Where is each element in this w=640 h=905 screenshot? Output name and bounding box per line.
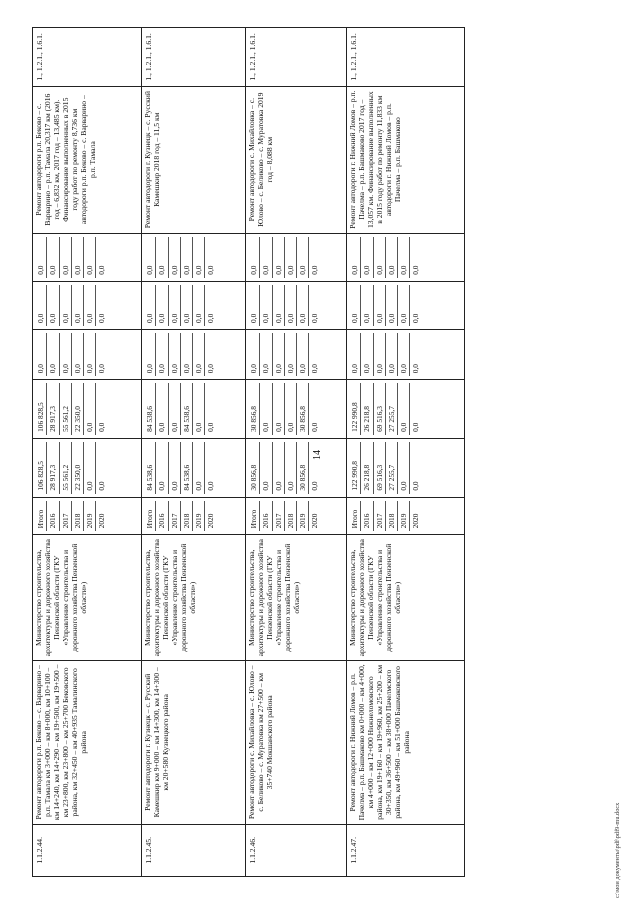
year-cell: 2016 bbox=[260, 501, 272, 532]
year-cell: 2020 bbox=[97, 513, 107, 529]
expected-result: Ремонт автодороги г. Кузнецк – с. Русский Камешкир 2018 год – 11,5 км bbox=[142, 86, 246, 233]
amount-cell: 0,0 bbox=[97, 313, 107, 323]
amount-cell: 0,0 bbox=[180, 285, 192, 326]
amount-cell: 0,0 bbox=[373, 285, 385, 326]
program-table bbox=[32, 27, 465, 877]
amount-cell: 0,0 bbox=[248, 285, 260, 326]
amount-cell: 0,0 bbox=[180, 333, 192, 376]
expected-result: Ремонт автодороги с. Михайловка – с. Юлово – с. Беликово – с. Муратовка 2019 год – 8,088 км bbox=[246, 86, 347, 233]
finance-subtable bbox=[144, 285, 217, 326]
amount-cell: 0,0 bbox=[97, 265, 107, 275]
finance-subtable bbox=[349, 501, 422, 532]
finance-column-c4 bbox=[142, 281, 246, 329]
amount-cell: 0,0 bbox=[385, 237, 397, 278]
finance-column-c3 bbox=[33, 329, 142, 379]
year-cell: 2017 bbox=[272, 501, 284, 532]
year-cell: 2017 bbox=[59, 501, 71, 532]
amount-cell: 22 350,0 bbox=[71, 442, 83, 494]
measure-name: Ремонт автодороги г. Кузнецк – с. Русский Камешкир км 9+000 – км 14+300, км 14+300 – км 20+580 Кузнецкого района bbox=[142, 661, 246, 825]
finance-subtable bbox=[349, 442, 422, 494]
amount-cell: 0,0 bbox=[156, 285, 168, 326]
finance-column-years bbox=[347, 497, 465, 535]
amount-cell: 0,0 bbox=[97, 481, 107, 491]
amount-cell: 0,0 bbox=[310, 363, 320, 374]
amount-cell: 0,0 bbox=[156, 442, 168, 494]
amount-cell: 0,0 bbox=[398, 285, 410, 326]
amount-cell: 0,0 bbox=[144, 285, 156, 326]
finance-column-years bbox=[246, 497, 347, 535]
year-cell: 2016 bbox=[361, 501, 373, 532]
year-cell: 2018 bbox=[385, 501, 397, 532]
finance-subtable bbox=[248, 333, 321, 376]
measure-name: Ремонт автодороги с. Михайловка – с. Юлово – с. Беликово – с. Муратовка км 27+500 – км 35+740 Мокшанского района bbox=[246, 661, 347, 825]
finance-subtable bbox=[349, 383, 422, 435]
finance-column-c2 bbox=[142, 380, 246, 439]
amount-cell: 122 990,8 bbox=[349, 383, 361, 435]
amount-cell: 0,0 bbox=[71, 285, 83, 326]
amount-cell: 0,0 bbox=[284, 285, 296, 326]
finance-column-c1 bbox=[246, 438, 347, 497]
executor: Министерство строительства, архитектуры и дорожного хозяйства Пензенской области (ГКУ «Управление строительства и дорожного хозяйства Пензенской области») bbox=[142, 535, 246, 661]
amount-cell: 28 917,3 bbox=[47, 442, 59, 494]
finance-column-c1 bbox=[33, 438, 142, 497]
finance-column-c2 bbox=[246, 380, 347, 439]
expected-result: Ремонт автодороги р.п. Бековo – с. Варварино – р.п. Тамала 20,317 км (2016 год – 6,832 км, 2017 год – 13,485 км). Финансирование выполненных в 2015 году работ по ремонту 8,736 км автодороги р.п. Бековo – с. Варварино – р.п. Тамала bbox=[33, 86, 142, 233]
amount-cell: 0,0 bbox=[260, 442, 272, 494]
year-cell: 2018 bbox=[180, 501, 192, 532]
finance-subtable bbox=[35, 442, 108, 494]
amount-cell: 0,0 bbox=[398, 383, 410, 435]
finance-column-c4 bbox=[347, 281, 465, 329]
year-cell: 2019 bbox=[193, 501, 205, 532]
finance-subtable bbox=[35, 333, 108, 376]
amount-cell: 0,0 bbox=[193, 285, 205, 326]
amount-cell: 0,0 bbox=[206, 363, 216, 374]
amount-cell: 0,0 bbox=[248, 333, 260, 376]
amount-cell: 0,0 bbox=[361, 333, 373, 376]
year-cell: 2017 bbox=[373, 501, 385, 532]
amount-cell: 0,0 bbox=[398, 237, 410, 278]
year-cell: Итого bbox=[349, 501, 361, 532]
amount-cell: 0,0 bbox=[272, 333, 284, 376]
finance-subtable bbox=[349, 333, 422, 376]
amount-cell: 106 828,5 bbox=[35, 442, 47, 494]
measure-name: Ремонт автодороги р.п. Бековo – с. Варварино – р.п. Тамала км 3+000 – км 8+000, км 10+100 – км 14+240, км 14+290 – км 19+500, км 19+500 – км 23+800, км 23+800 – км 25+700 Бековского района, км 32+450 – км 40+935 Тамалинского района bbox=[33, 661, 142, 825]
amount-cell: 0,0 bbox=[59, 237, 71, 278]
row-number: 1.1.2.47. bbox=[347, 824, 465, 876]
finance-subtable bbox=[35, 383, 108, 435]
amount-cell: 0,0 bbox=[71, 333, 83, 376]
amount-cell: 0,0 bbox=[193, 383, 205, 435]
finance-column-c2 bbox=[347, 380, 465, 439]
amount-cell: 0,0 bbox=[206, 422, 216, 432]
amount-cell: 0,0 bbox=[168, 333, 180, 376]
amount-cell: 0,0 bbox=[156, 333, 168, 376]
finance-subtable bbox=[144, 237, 217, 278]
amount-cell: 69 516,3 bbox=[373, 442, 385, 494]
amount-cell: 0,0 bbox=[310, 481, 320, 491]
amount-cell: 0,0 bbox=[411, 363, 421, 374]
amount-cell: 26 218,8 bbox=[361, 442, 373, 494]
finance-column-c1 bbox=[347, 438, 465, 497]
amount-cell: 0,0 bbox=[284, 442, 296, 494]
indicator-reference: 1., 1.2.1., 1.6.1. bbox=[347, 28, 465, 87]
finance-subtable bbox=[248, 285, 321, 326]
finance-subtable bbox=[35, 237, 108, 278]
amount-cell: 0,0 bbox=[260, 237, 272, 278]
finance-subtable bbox=[248, 442, 321, 494]
year-cell: 2019 bbox=[84, 501, 96, 532]
finance-subtable bbox=[349, 285, 422, 326]
amount-cell: 0,0 bbox=[168, 442, 180, 494]
year-cell: 2020 bbox=[206, 513, 216, 529]
expected-result: Ремонт автодороги г. Нижний Ломов – р.п. Пачелма – р.п. Башмаково 2017 год – 13,057 км. Финансирование выполненных в 2015 году работ по ремонту 11,833 км автодороги г. Нижний Ломов – р.п. Пачелма – р.п. Башмаково bbox=[347, 86, 465, 233]
year-cell: 2019 bbox=[297, 501, 309, 532]
executor: Министерство строительства, архитектуры и дорожного хозяйства Пензенской области (ГКУ «Управление строительства и дорожного хозяйства Пензенской области») bbox=[347, 535, 465, 661]
row-number: 1.1.2.45. bbox=[142, 824, 246, 876]
indicator-reference: 1., 1.2.1., 1.6.1. bbox=[142, 28, 246, 87]
finance-subtable bbox=[144, 333, 217, 376]
table-row bbox=[142, 28, 246, 877]
indicator-reference: 1., 1.2.1., 1.6.1. bbox=[33, 28, 142, 87]
amount-cell: 27 255,7 bbox=[385, 442, 397, 494]
year-cell: 2020 bbox=[310, 513, 320, 529]
amount-cell: 0,0 bbox=[84, 333, 96, 376]
amount-cell: 0,0 bbox=[411, 265, 421, 275]
amount-cell: 0,0 bbox=[59, 285, 71, 326]
amount-cell: 0,0 bbox=[361, 285, 373, 326]
finance-subtable bbox=[144, 501, 217, 532]
amount-cell: 0,0 bbox=[180, 237, 192, 278]
year-cell: 2017 bbox=[168, 501, 180, 532]
amount-cell: 27 255,7 bbox=[385, 383, 397, 435]
finance-subtable bbox=[35, 501, 108, 532]
finance-column-years bbox=[142, 497, 246, 535]
amount-cell: 0,0 bbox=[272, 383, 284, 435]
amount-cell: 0,0 bbox=[349, 285, 361, 326]
amount-cell: 30 856,8 bbox=[248, 383, 260, 435]
amount-cell: 0,0 bbox=[349, 237, 361, 278]
amount-cell: 28 917,3 bbox=[47, 383, 59, 435]
amount-cell: 0,0 bbox=[272, 442, 284, 494]
amount-cell: 0,0 bbox=[206, 265, 216, 275]
finance-column-c5 bbox=[347, 233, 465, 281]
amount-cell: 0,0 bbox=[193, 442, 205, 494]
finance-column-c3 bbox=[347, 329, 465, 379]
amount-cell: 0,0 bbox=[411, 313, 421, 323]
amount-cell: 0,0 bbox=[35, 333, 47, 376]
page-number: 14 bbox=[312, 450, 323, 460]
amount-cell: 0,0 bbox=[206, 313, 216, 323]
amount-cell: 0,0 bbox=[144, 237, 156, 278]
amount-cell: 0,0 bbox=[260, 285, 272, 326]
finance-column-c5 bbox=[142, 233, 246, 281]
table-body bbox=[33, 28, 465, 877]
amount-cell: 0,0 bbox=[411, 422, 421, 432]
amount-cell: 0,0 bbox=[310, 422, 320, 432]
amount-cell: 22 350,0 bbox=[71, 383, 83, 435]
finance-column-c3 bbox=[246, 329, 347, 379]
amount-cell: 84 538,6 bbox=[180, 383, 192, 435]
year-cell: 2018 bbox=[284, 501, 296, 532]
table-row bbox=[347, 28, 465, 877]
year-cell: Итого bbox=[248, 501, 260, 532]
amount-cell: 0,0 bbox=[97, 363, 107, 374]
amount-cell: 55 561,2 bbox=[59, 383, 71, 435]
finance-subtable bbox=[248, 383, 321, 435]
finance-column-years bbox=[33, 497, 142, 535]
finance-column-c2 bbox=[33, 380, 142, 439]
table-row bbox=[246, 28, 347, 877]
amount-cell: 0,0 bbox=[398, 333, 410, 376]
amount-cell: 0,0 bbox=[398, 442, 410, 494]
row-number: 1.1.2.44. bbox=[33, 824, 142, 876]
year-cell: Итого bbox=[35, 501, 47, 532]
amount-cell: 30 856,8 bbox=[297, 442, 309, 494]
finance-subtable bbox=[248, 237, 321, 278]
amount-cell: 0,0 bbox=[168, 237, 180, 278]
year-cell: 2018 bbox=[71, 501, 83, 532]
row-number: 1.1.2.46. bbox=[246, 824, 347, 876]
year-cell: Итого bbox=[144, 501, 156, 532]
amount-cell: 0,0 bbox=[97, 422, 107, 432]
amount-cell: 0,0 bbox=[297, 333, 309, 376]
amount-cell: 0,0 bbox=[349, 333, 361, 376]
finance-column-c4 bbox=[246, 281, 347, 329]
amount-cell: 0,0 bbox=[260, 333, 272, 376]
amount-cell: 30 856,8 bbox=[248, 442, 260, 494]
amount-cell: 0,0 bbox=[84, 442, 96, 494]
amount-cell: 0,0 bbox=[35, 285, 47, 326]
footer-path: c:\мои документы\pdf\pdf9-mu.docx bbox=[614, 802, 621, 898]
finance-column-c5 bbox=[33, 233, 142, 281]
table-row bbox=[33, 28, 142, 877]
amount-cell: 55 561,2 bbox=[59, 442, 71, 494]
amount-cell: 0,0 bbox=[297, 237, 309, 278]
amount-cell: 0,0 bbox=[248, 237, 260, 278]
amount-cell: 0,0 bbox=[47, 285, 59, 326]
finance-subtable bbox=[144, 383, 217, 435]
finance-column-c5 bbox=[246, 233, 347, 281]
amount-cell: 0,0 bbox=[168, 285, 180, 326]
amount-cell: 0,0 bbox=[385, 285, 397, 326]
year-cell: 2019 bbox=[398, 501, 410, 532]
amount-cell: 26 218,8 bbox=[361, 383, 373, 435]
amount-cell: 0,0 bbox=[193, 333, 205, 376]
amount-cell: 30 856,8 bbox=[297, 383, 309, 435]
finance-subtable bbox=[144, 442, 217, 494]
amount-cell: 0,0 bbox=[84, 383, 96, 435]
year-cell: 2020 bbox=[411, 513, 421, 529]
finance-subtable bbox=[349, 237, 422, 278]
amount-cell: 0,0 bbox=[35, 237, 47, 278]
amount-cell: 0,0 bbox=[206, 481, 216, 491]
amount-cell: 0,0 bbox=[47, 237, 59, 278]
amount-cell: 0,0 bbox=[284, 237, 296, 278]
executor: Министерство строительства, архитектуры и дорожного хозяйства Пензенской области (ГКУ «Управление строительства и дорожного хозяйства Пензенской области») bbox=[246, 535, 347, 661]
amount-cell: 84 538,6 bbox=[180, 442, 192, 494]
amount-cell: 0,0 bbox=[310, 313, 320, 323]
amount-cell: 0,0 bbox=[297, 285, 309, 326]
year-cell: 2016 bbox=[156, 501, 168, 532]
amount-cell: 0,0 bbox=[373, 333, 385, 376]
amount-cell: 0,0 bbox=[59, 333, 71, 376]
amount-cell: 0,0 bbox=[156, 383, 168, 435]
amount-cell: 0,0 bbox=[284, 383, 296, 435]
finance-column-c3 bbox=[142, 329, 246, 379]
amount-cell: 0,0 bbox=[361, 237, 373, 278]
finance-subtable bbox=[35, 285, 108, 326]
amount-cell: 106 828,5 bbox=[35, 383, 47, 435]
amount-cell: 0,0 bbox=[310, 265, 320, 275]
amount-cell: 84 538,6 bbox=[144, 442, 156, 494]
finance-column-c1 bbox=[142, 438, 246, 497]
amount-cell: 0,0 bbox=[284, 333, 296, 376]
finance-subtable bbox=[248, 501, 321, 532]
amount-cell: 0,0 bbox=[144, 333, 156, 376]
amount-cell: 0,0 bbox=[71, 237, 83, 278]
amount-cell: 122 990,8 bbox=[349, 442, 361, 494]
amount-cell: 0,0 bbox=[272, 237, 284, 278]
amount-cell: 0,0 bbox=[385, 333, 397, 376]
amount-cell: 84 538,6 bbox=[144, 383, 156, 435]
amount-cell: 0,0 bbox=[411, 481, 421, 491]
amount-cell: 0,0 bbox=[373, 237, 385, 278]
year-cell: 2016 bbox=[47, 501, 59, 532]
amount-cell: 0,0 bbox=[47, 333, 59, 376]
amount-cell: 0,0 bbox=[156, 237, 168, 278]
amount-cell: 0,0 bbox=[193, 237, 205, 278]
indicator-reference: 1., 1.2.1., 1.6.1. bbox=[246, 28, 347, 87]
amount-cell: 69 516,3 bbox=[373, 383, 385, 435]
finance-column-c4 bbox=[33, 281, 142, 329]
amount-cell: 0,0 bbox=[168, 383, 180, 435]
amount-cell: 0,0 bbox=[260, 383, 272, 435]
measure-name: Ремонт автодороги г. Нижний Ломов – р.п. Пачелма – р.п. Башмаково км 0+000 – км 4+000, км 4+000 – км 12+000 Нижнеломовского района, км 19+160 – км 19+960, км 25+200 – км 30+350, км 36+500 – км 38+000 Пачелмского района, км 49+960 – км 51+000 Башмаковского района bbox=[347, 661, 465, 825]
amount-cell: 0,0 bbox=[84, 285, 96, 326]
amount-cell: 0,0 bbox=[84, 237, 96, 278]
amount-cell: 0,0 bbox=[272, 285, 284, 326]
executor: Министерство строительства, архитектуры и дорожного хозяйства Пензенской области (ГКУ «Управление строительства и дорожного хозяйства Пензенской области») bbox=[33, 535, 142, 661]
